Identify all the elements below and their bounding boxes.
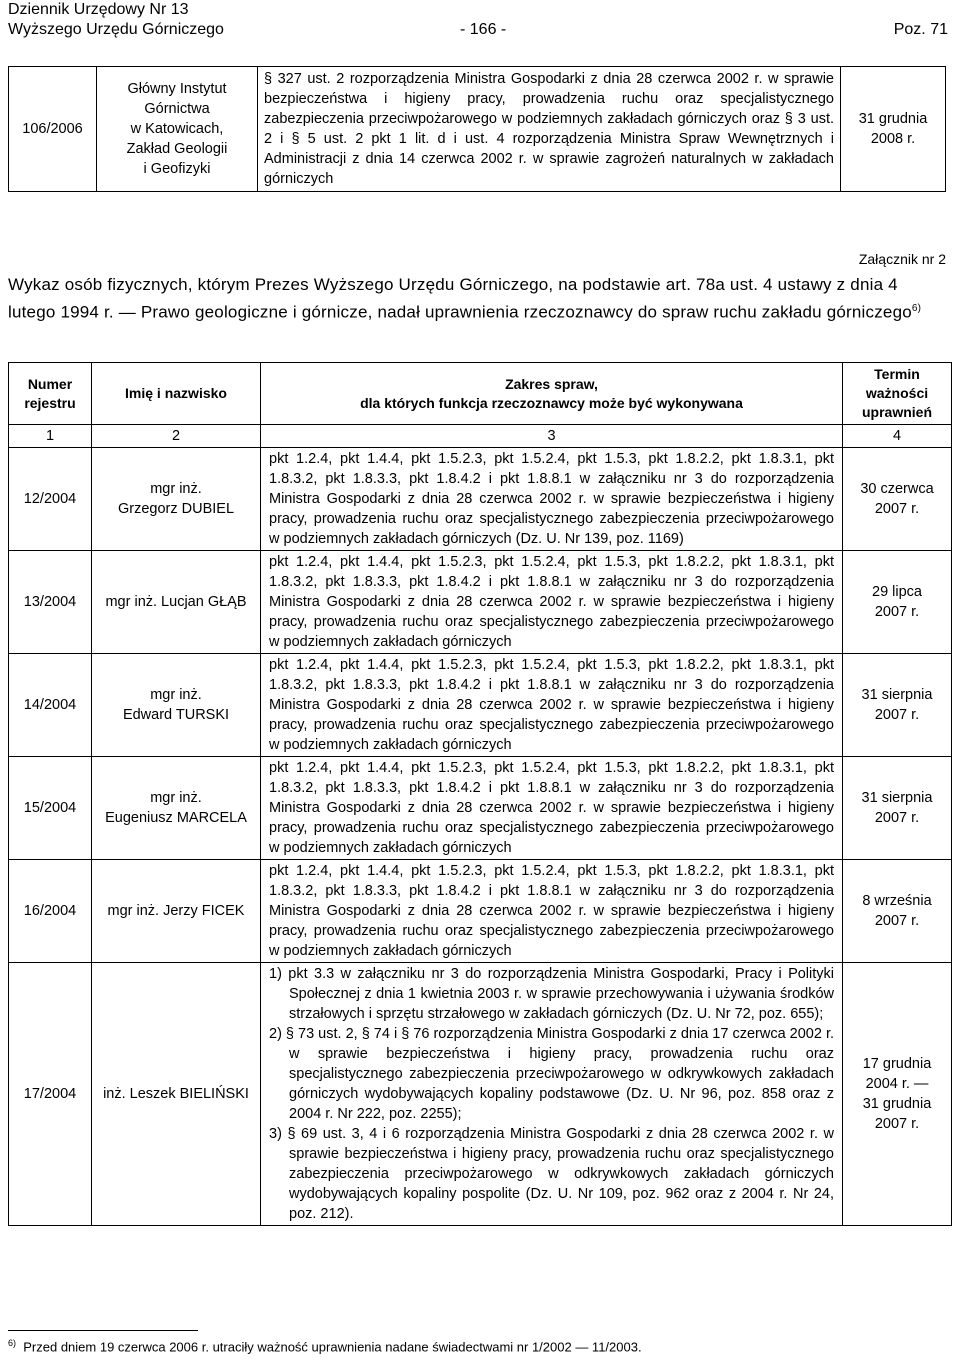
register-number: 15/2004 [9, 757, 92, 860]
term-line: 8 września [862, 893, 932, 909]
scope-text: pkt 1.2.4, pkt 1.4.4, pkt 1.5.2.3, pkt 1.5.2.4, pkt 1.5.3, pkt 1.8.2.2, pkt 1.8.3.1, pkt 1.8.3.2, pkt 1.8.3.3, pkt 1.8.4.2 i pkt 1.8.8.1 w załączniku nr 3 do rozporządzenia Ministra Gospodarki z dnia 28 czerwca 2002 r. w sprawie bezpieczeństwa i higieny pracy, prowadzenia ruchu oraz specjalistycznego zabezpieczenia przeciwpożarowego w podziemnych zakładach górniczych [261, 654, 843, 757]
term-line: 17 grudnia [862, 1056, 932, 1072]
term-line: 2007 r. [874, 707, 920, 723]
intro-text: Wykaz osób fizycznych, którym Prezes Wyższego Urzędu Górniczego, na podstawie art. 78a ust. 4 ustawy z dnia 4 lutego 1994 r. — Prawo geologiczne i górnicze, nadał uprawnienia rzeczoznawcy do spraw ruchu zakładu górniczego [8, 275, 912, 322]
journal-publisher: Wyższego Urzędu Górniczego [8, 21, 224, 38]
attachment-label: Załącznik nr 2 [858, 251, 946, 267]
term-line: 29 lipca [872, 584, 922, 600]
scope-list-item: 3) § 69 ust. 3, 4 i 6 rozporządzenia Ministra Gospodarki z dnia 28 czerwca 2002 r. w sprawie bezpieczeństwa i higieny pracy, prowadzenia ruchu oraz specjalistycznego zabezpieczenia przeciwpożarowego w odkrywkowych zakładach górniczych wydobywających kopaliny pospolite (Dz. U. Nr 109, poz. 962 oraz z 2004 r. Nr 24, poz. 212). [269, 1126, 834, 1222]
term-line: 2004 r. — [865, 1076, 929, 1092]
term-line: 2007 r. [874, 501, 920, 517]
term-line: 31 grudnia [862, 1096, 932, 1112]
name-line: mgr inż. Lucjan GŁĄB [105, 594, 247, 610]
term-line: 2007 r. [874, 1116, 920, 1132]
col-number: 3 [261, 425, 843, 448]
person-name [92, 757, 261, 860]
scope-text: pkt 1.2.4, pkt 1.4.4, pkt 1.5.2.3, pkt 1.5.2.4, pkt 1.5.3, pkt 1.8.2.2, pkt 1.8.3.1, pkt 1.8.3.2, pkt 1.8.3.3, pkt 1.8.4.2 i pkt 1.8.8.1 w załączniku nr 3 do rozporządzenia Ministra Gospodarki z dnia 28 czerwca 2002 r. w sprawie bezpieczeństwa i higieny pracy, prowadzenia ruchu oraz specjalistycznego zabezpieczenia przeciwpożarowego w podziemnych zakładach górniczych [261, 757, 843, 860]
position-number: Poz. 71 [893, 21, 948, 38]
term-line: 31 sierpnia [861, 687, 933, 703]
validity-term [843, 551, 952, 654]
term-line: 2007 r. [874, 604, 920, 620]
footnote [8, 1338, 642, 1354]
scope-list-item: 1) pkt 3.3 w załączniku nr 3 do rozporządzenia Ministra Gospodarki, Pracy i Polityki Społecznej z dnia 1 kwietnia 2003 r. w sprawie przechowywania i używania środków strzałowych i sprzętu strzałowego w zakładach górniczych (Dz. U. Nr 72, poz. 655); [269, 966, 834, 1022]
term-line: 31 grudnia [858, 111, 928, 127]
header-line: Numer [27, 375, 73, 392]
header-line: uprawnień [861, 404, 932, 420]
term-line: 30 czerwca [860, 481, 934, 497]
table-row [9, 448, 952, 551]
validity-term [843, 757, 952, 860]
col-header-name: Imię i nazwisko [92, 363, 261, 425]
page-number: - 166 - [460, 21, 507, 38]
term-line: 31 sierpnia [861, 790, 933, 806]
table-row [9, 654, 952, 757]
header-line: dla których funkcja rzeczoznawcy może być wykonywana [360, 394, 743, 411]
col-header-term [843, 363, 952, 425]
register-number: 17/2004 [9, 963, 92, 1226]
term-line: 2008 r. [870, 131, 916, 147]
header-line: Zakres spraw, [505, 375, 598, 392]
term-line: 2007 r. [874, 810, 920, 826]
name-line: mgr inż. Jerzy FICEK [107, 903, 245, 919]
column-number-row [9, 425, 952, 448]
validity-term [843, 860, 952, 963]
col-number: 4 [843, 425, 952, 448]
scope-list [261, 963, 843, 1226]
scope-text: pkt 1.2.4, pkt 1.4.4, pkt 1.5.2.3, pkt 1.5.2.4, pkt 1.5.3, pkt 1.8.2.2, pkt 1.8.3.1, pkt 1.8.3.2, pkt 1.8.3.3, pkt 1.8.4.2 i pkt 1.8.8.1 w załączniku nr 3 do rozporządzenia Ministra Gospodarki z dnia 28 czerwca 2002 r. w sprawie bezpieczeństwa i higieny pracy, prowadzenia ruchu oraz specjalistycznego zabezpieczenia przeciwpożarowego w podziemnych zakładach górniczych [261, 551, 843, 654]
validity-term [843, 448, 952, 551]
col-header-scope [261, 363, 843, 425]
register-number: 12/2004 [9, 448, 92, 551]
scope-text: pkt 1.2.4, pkt 1.4.4, pkt 1.5.2.3, pkt 1.5.2.4, pkt 1.5.3, pkt 1.8.2.2, pkt 1.8.3.1, pkt 1.8.3.2, pkt 1.8.3.3, pkt 1.8.4.2 i pkt 1.8.8.1 w załączniku nr 3 do rozporządzenia Ministra Gospodarki z dnia 28 czerwca 2002 r. w sprawie bezpieczeństwa i higieny pracy, prowadzenia ruchu oraz specjalistycznego zabezpieczenia przeciwpożarowego w podziemnych zakładach górniczych (Dz. U. Nr 139, poz. 1169) [261, 448, 843, 551]
person-name [92, 551, 261, 654]
institution-line: Górnictwa [144, 101, 210, 117]
institution-name [97, 67, 258, 192]
scope-text: § 327 ust. 2 rozporządzenia Ministra Gospodarki z dnia 28 czerwca 2002 r. w sprawie bezpieczeństwa i higieny pracy, prowadzenia ruchu oraz specjalistycznego zabezpieczenia przeciwpożarowego w podziemnych zakładach górniczych oraz § 3 ust. 2 i § 5 ust. 2 pkt 1 lit. d i ust. 4 rozporządzenia Ministra Spraw Wewnętrznych i Administracji z dnia 14 czerwca 2002 r. w sprawie zagrożeń naturalnych w zakładach górniczych [258, 67, 841, 192]
name-line: Grzegorz DUBIEL [117, 501, 235, 517]
person-name [92, 654, 261, 757]
header-line: rejestru [24, 394, 76, 411]
experts-table [8, 362, 952, 1226]
footnote-ref: 6) [911, 303, 922, 314]
institution-line: i Geofizyki [143, 161, 211, 177]
table-row [9, 757, 952, 860]
col-header-number [9, 363, 92, 425]
scope-list-item: 2) § 73 ust. 2, § 74 i § 76 rozporządzenia Ministra Gospodarki z dnia 17 czerwca 2002 r. w sprawie bezpieczeństwa i higieny pracy, prowadzenia ruchu oraz specjalistycznego zabezpieczenia przeciwpożarowego w odkrywkowych zakładach górniczych wydobywających kopaliny podstawowe (Dz. U. Nr 96, poz. 858 oraz z 2004 r. Nr 222, poz. 2255); [269, 1026, 835, 1122]
validity-term [841, 67, 946, 192]
validity-term [843, 654, 952, 757]
table-row [9, 963, 952, 1226]
register-number: 13/2004 [9, 551, 92, 654]
institution-line: w Katowicach, [130, 121, 224, 137]
person-name [92, 860, 261, 963]
name-line: mgr inż. [150, 481, 202, 497]
register-number: 14/2004 [9, 654, 92, 757]
header-line: ważności [865, 385, 929, 401]
table-row [9, 551, 952, 654]
person-name [92, 448, 261, 551]
table-row [9, 860, 952, 963]
name-line: mgr inż. [150, 790, 202, 806]
previous-entry-table [8, 66, 946, 192]
register-number: 106/2006 [9, 67, 97, 192]
footnote-separator [8, 1330, 198, 1331]
register-number: 16/2004 [9, 860, 92, 963]
header-row [9, 363, 952, 425]
name-line: Edward TURSKI [122, 707, 230, 723]
institution-line: Główny Instytut [127, 81, 227, 97]
name-line: mgr inż. [150, 687, 202, 703]
validity-term [843, 963, 952, 1226]
col-number: 2 [92, 425, 261, 448]
name-line: Eugeniusz MARCELA [105, 810, 247, 826]
term-line: 2007 r. [874, 913, 920, 929]
page-header [8, 0, 952, 42]
name-line: inż. Leszek BIELIŃSKI [103, 1086, 249, 1102]
table-row [9, 67, 946, 192]
col-number: 1 [9, 425, 92, 448]
intro-paragraph [8, 273, 946, 325]
institution-line: Zakład Geologii [126, 141, 228, 157]
journal-title: Dziennik Urzędowy Nr 13 [8, 1, 189, 18]
footnote-marker: 6) [8, 1338, 17, 1348]
header-line: Termin [874, 366, 920, 382]
person-name [92, 963, 261, 1226]
scope-text: pkt 1.2.4, pkt 1.4.4, pkt 1.5.2.3, pkt 1.5.2.4, pkt 1.5.3, pkt 1.8.2.2, pkt 1.8.3.1, pkt 1.8.3.2, pkt 1.8.3.3, pkt 1.8.4.2 i pkt 1.8.8.1 w załączniku nr 3 do rozporządzenia Ministra Gospodarki z dnia 28 czerwca 2002 r. w sprawie bezpieczeństwa i higieny pracy, prowadzenia ruchu oraz specjalistycznego zabezpieczenia przeciwpożarowego w podziemnych zakładach górniczych [261, 860, 843, 963]
footnote-text: Przed dniem 19 czerwca 2006 r. utraciły ważność uprawnienia nadane świadectwami nr 1/2002 — 11/2003. [23, 1339, 642, 1355]
